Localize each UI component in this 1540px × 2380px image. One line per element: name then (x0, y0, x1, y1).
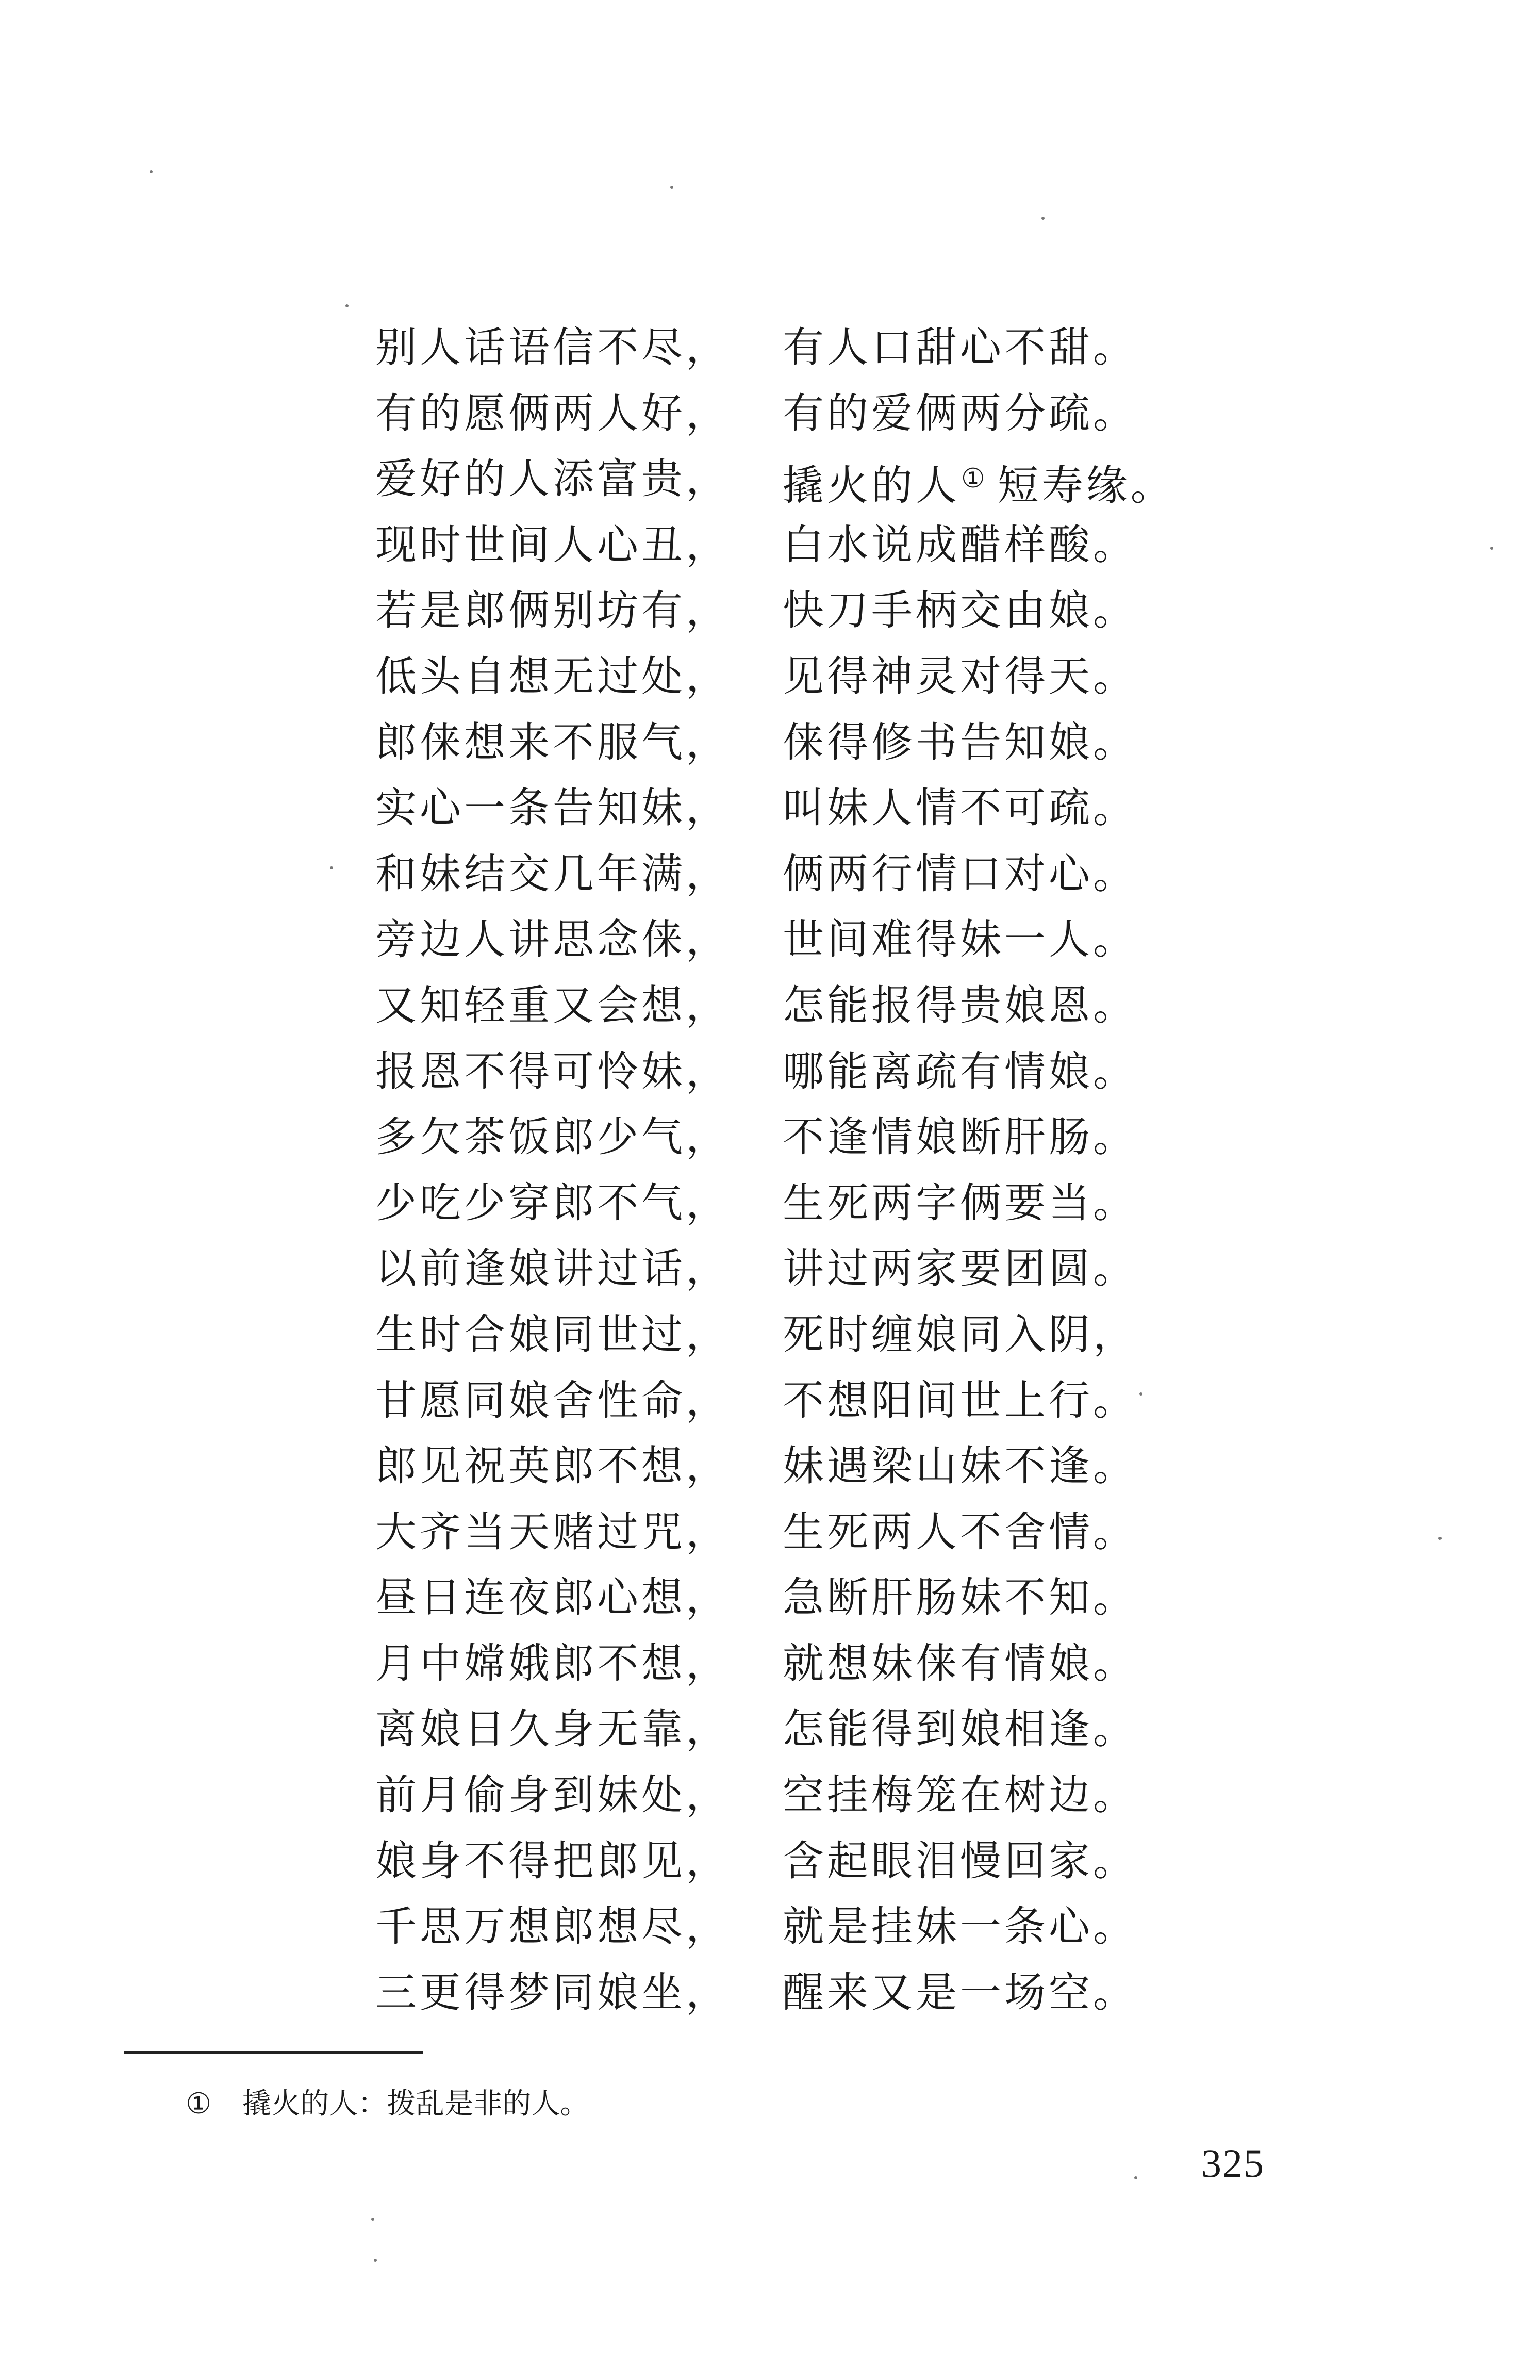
scan-speck (1134, 2176, 1137, 2179)
scan-speck (1139, 1392, 1142, 1396)
verse-right: 不逢情娘断肝肠。 (783, 1113, 1137, 1161)
verse-right: 见得神灵对得天。 (783, 652, 1137, 700)
verse-row (375, 1762, 1252, 1828)
verse-right-after-note: 短寿缘。 (997, 462, 1175, 510)
verse-left: 三更得梦同娘坐， (375, 1968, 730, 2016)
verse-row (375, 1302, 1252, 1368)
verse-left: 实心一条告知妹， (375, 784, 730, 832)
verse-row (375, 446, 1252, 512)
footnote-text: 撬火的人：拨乱是非的人。 (242, 2087, 589, 2121)
verse-right-with-note (783, 446, 1175, 518)
verse-right-before-note: 撬火的人 (783, 462, 960, 510)
verse-left: 离娘日久身无靠， (375, 1705, 730, 1753)
verse-right: 世间难得妹一人。 (783, 915, 1137, 964)
verse-right: 俫得修书告知娘。 (783, 718, 1137, 766)
verse-left: 娘身不得把郎见， (375, 1836, 730, 1885)
verse-row (375, 1104, 1252, 1170)
verse-left: 和妹结交几年满， (375, 849, 730, 898)
verse-row (375, 578, 1252, 644)
verse-left: 旁边人讲思念俫， (375, 915, 730, 964)
scan-speck (330, 866, 333, 869)
verse-row (375, 1236, 1252, 1302)
verse-row (375, 1565, 1252, 1631)
verse-left: 爱好的人添富贵， (375, 455, 730, 503)
verse-right: 叫妹人情不可疏。 (783, 784, 1137, 832)
verse-right: 醒来又是一场空。 (783, 1968, 1137, 2016)
verse-left: 甘愿同娘舍性命， (375, 1376, 730, 1424)
verse-left: 昼日连夜郎心想， (375, 1573, 730, 1622)
verse-right: 有的爱俩两分疏。 (783, 389, 1137, 437)
verse-row (375, 1894, 1252, 1960)
scan-speck (371, 2218, 374, 2221)
verse-right: 怎能报得贵娘恩。 (783, 981, 1137, 1029)
verse-row (375, 644, 1252, 710)
verse-left: 以前逢娘讲过话， (375, 1244, 730, 1293)
verse-left: 又知轻重又会想， (375, 981, 730, 1029)
verse-left: 郎见祝英郎不想， (375, 1442, 730, 1490)
scan-speck (1041, 217, 1045, 220)
verse-right: 妹遇梁山妹不逢。 (783, 1442, 1137, 1490)
verse-right: 空挂梅笼在树边。 (783, 1771, 1137, 1819)
verse-left: 前月偷身到妹处， (375, 1771, 730, 1819)
verse-left: 千思万想郎想尽， (375, 1902, 730, 1951)
verse-row (375, 973, 1252, 1039)
verse-left: 报恩不得可怜妹， (375, 1047, 730, 1095)
verse-row (375, 1433, 1252, 1499)
verse-right: 就是挂妹一条心。 (783, 1902, 1137, 1951)
verse-left: 月中嫦娥郎不想， (375, 1639, 730, 1687)
verse-right: 白水说成醋样酸。 (783, 520, 1137, 569)
scan-speck (150, 170, 153, 173)
verse-right: 有人口甜心不甜。 (783, 323, 1137, 371)
scan-speck (345, 304, 349, 307)
verse-row (375, 1368, 1252, 1434)
scan-speck (374, 2259, 377, 2262)
scan-speck (670, 186, 673, 189)
footnote-rule (124, 2051, 423, 2054)
verse-row (375, 1828, 1252, 1894)
verse-row (375, 315, 1252, 381)
verse-right: 就想妹俫有情娘。 (783, 1639, 1137, 1687)
verse-left: 生时合娘同世过， (375, 1310, 730, 1358)
verse-right: 快刀手柄交由娘。 (783, 586, 1137, 635)
verse-right: 生死两字俩要当。 (783, 1178, 1137, 1227)
verse-left: 低头自想无过处， (375, 652, 730, 700)
verse-right: 俩两行情口对心。 (783, 849, 1137, 898)
verse-row (375, 381, 1252, 447)
verse-left: 大齐当天赌过咒， (375, 1507, 730, 1556)
verse-row (375, 1960, 1252, 2026)
verse-row (375, 512, 1252, 578)
verse-right: 讲过两家要团圆。 (783, 1244, 1137, 1293)
verse-row (375, 710, 1252, 776)
verse-row (375, 841, 1252, 907)
verse-left: 别人话语信不尽， (375, 323, 730, 371)
verse-right: 死时缠娘同入阴， (783, 1310, 1137, 1358)
verse-row (375, 1631, 1252, 1697)
verse-right: 急断肝肠妹不知。 (783, 1573, 1137, 1622)
verse-right: 不想阳间世上行。 (783, 1376, 1137, 1424)
footnote-marker: ① (961, 463, 988, 495)
verse-row (375, 907, 1252, 973)
verse-right: 哪能离疏有情娘。 (783, 1047, 1137, 1095)
footnote-number: ① (186, 2087, 212, 2121)
verse-right: 生死两人不舍情。 (783, 1507, 1137, 1556)
verse-left: 多欠茶饭郎少气， (375, 1113, 730, 1161)
footnote (186, 2083, 589, 2125)
verse-left: 若是郎俩别坊有， (375, 586, 730, 635)
verse-row (375, 1039, 1252, 1105)
verse-left: 郎俫想来不服气， (375, 718, 730, 766)
verse-row (375, 775, 1252, 841)
verse-row (375, 1696, 1252, 1762)
verse-left: 现时世间人心丑， (375, 520, 730, 569)
page-number: 325 (1201, 2141, 1265, 2186)
verse-block (375, 315, 1252, 2025)
verse-right: 含起眼泪慢回家。 (783, 1836, 1137, 1885)
scan-speck (1438, 1537, 1442, 1540)
verse-row (375, 1499, 1252, 1565)
verse-left: 少吃少穿郎不气， (375, 1178, 730, 1227)
verse-left: 有的愿俩两人好， (375, 389, 730, 437)
scan-speck (1490, 547, 1493, 550)
verse-right: 怎能得到娘相逢。 (783, 1705, 1137, 1753)
verse-row (375, 1170, 1252, 1236)
